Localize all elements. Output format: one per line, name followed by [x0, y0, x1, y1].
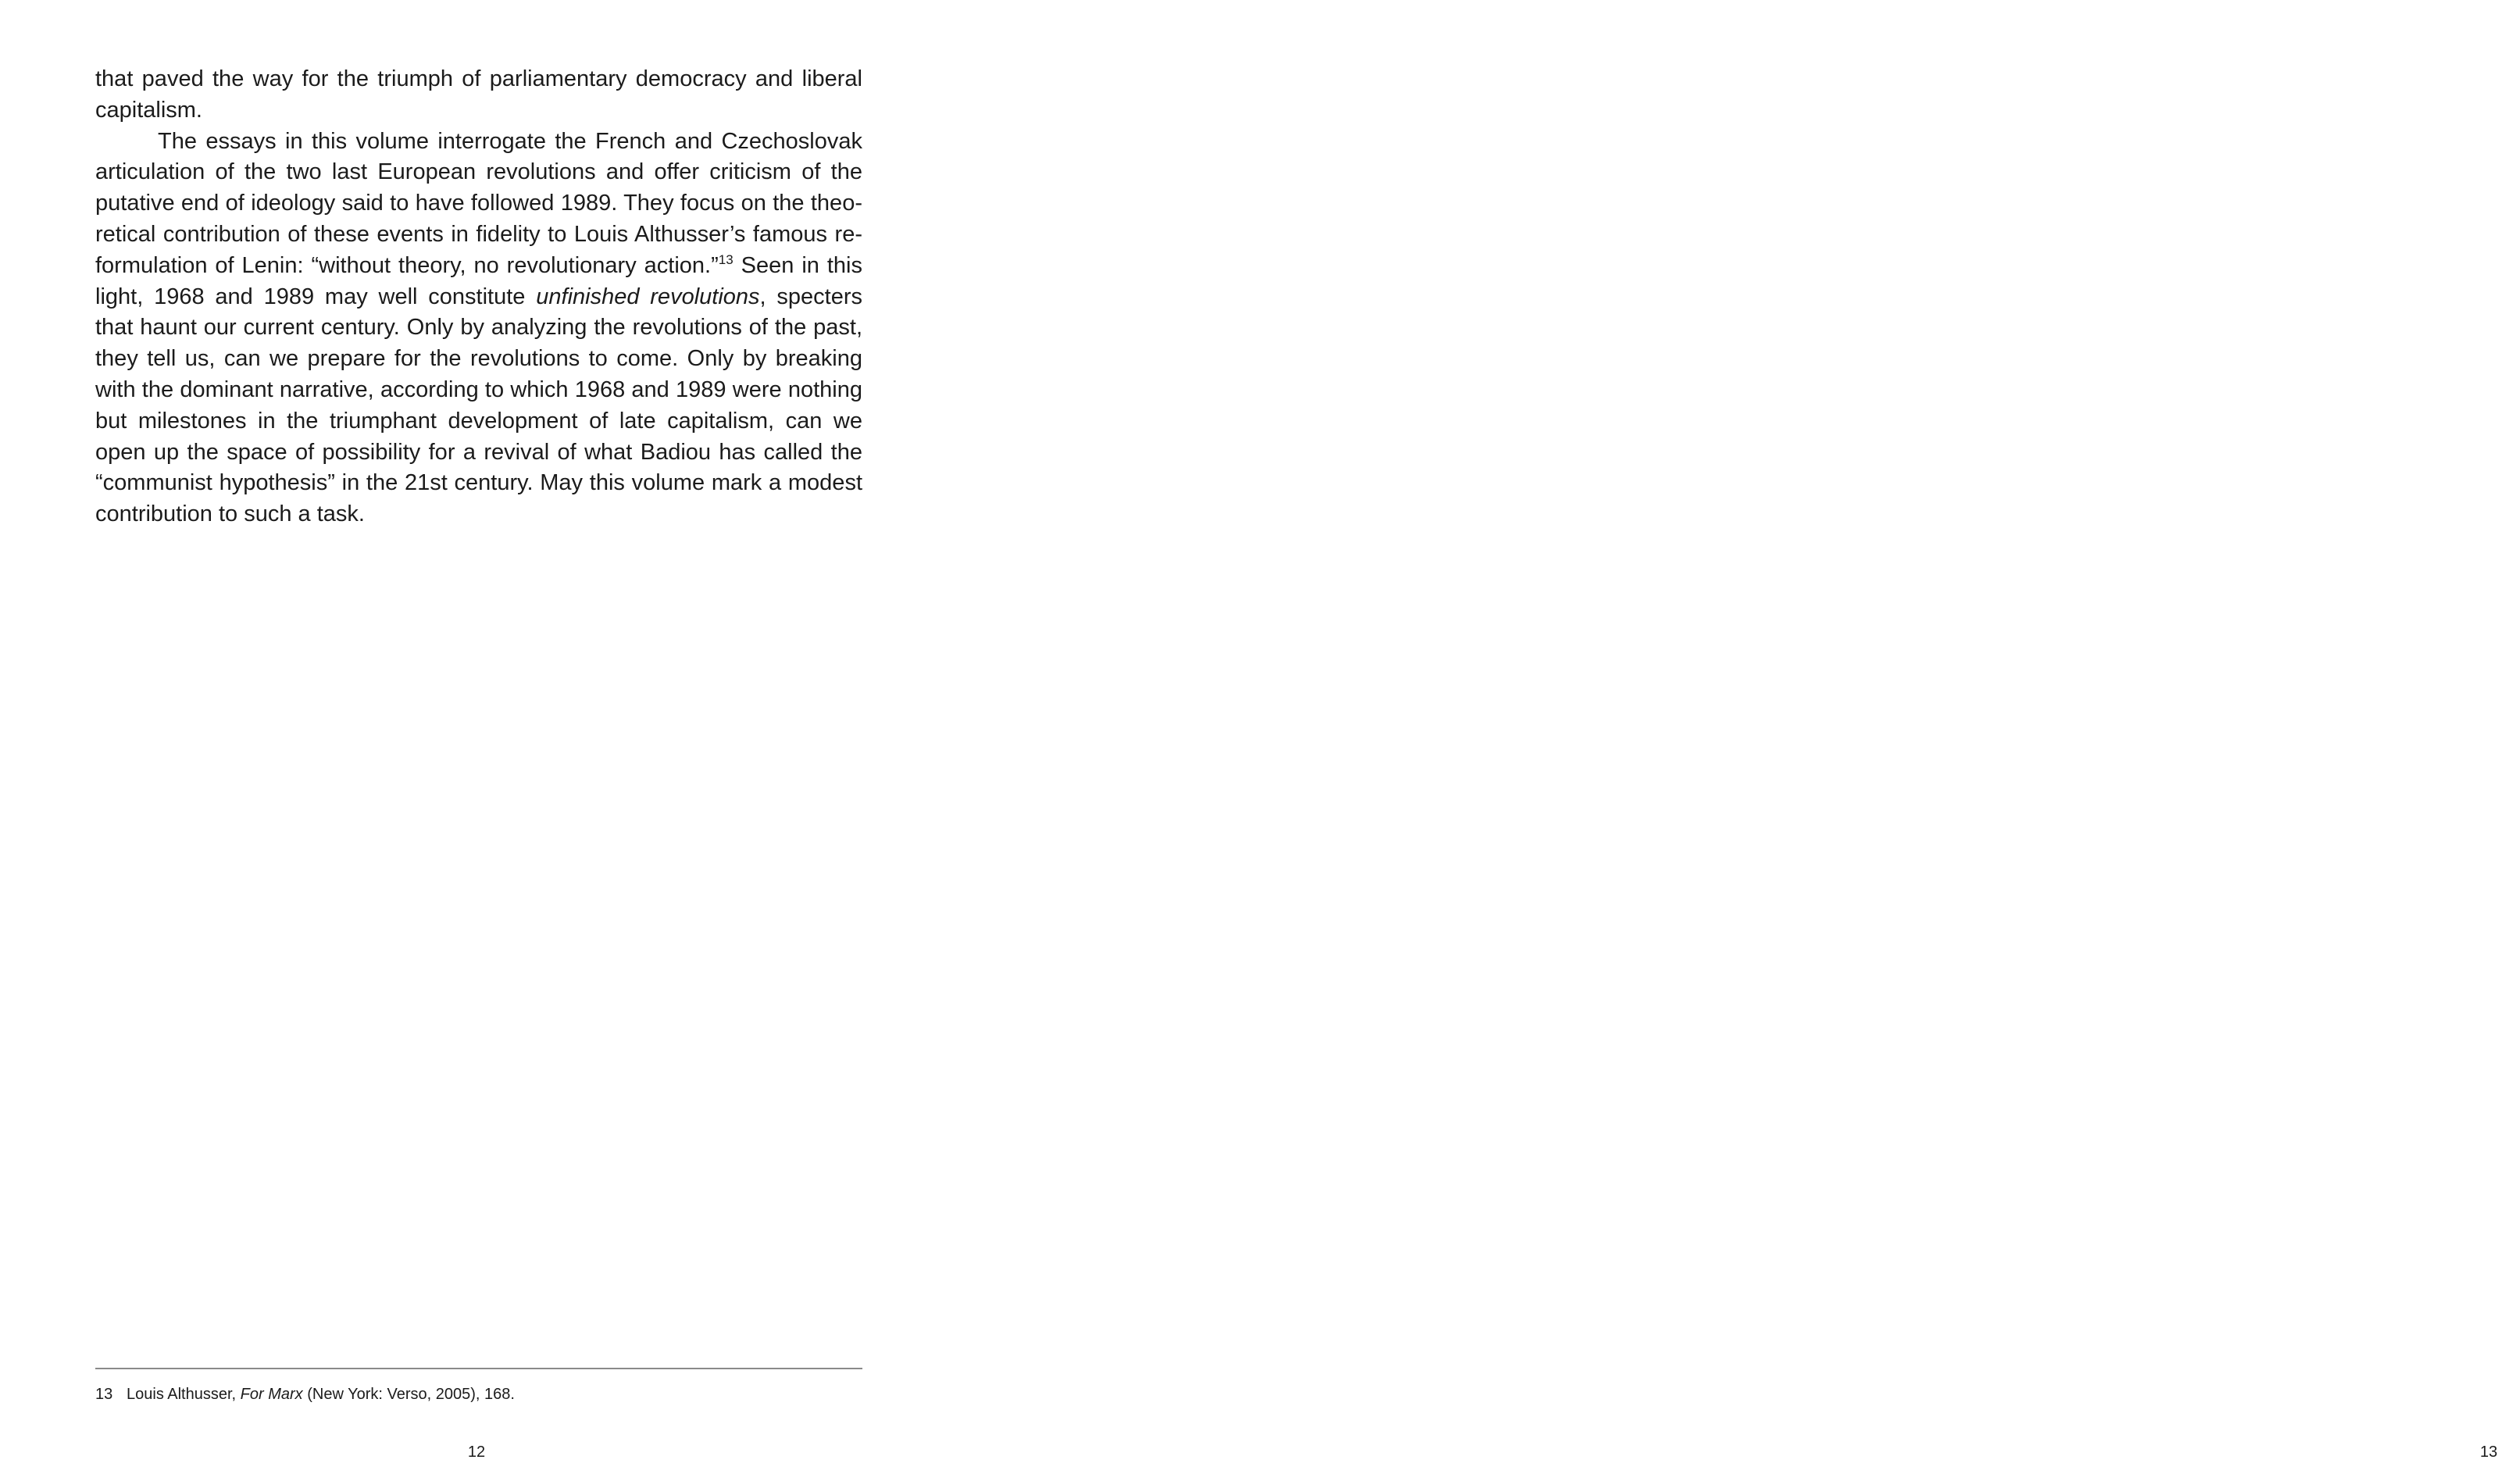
- paragraph-1-text: that paved the way for the triumph of parliamentary democracy and liberal capitalism.: [95, 66, 862, 123]
- footnote-number: 13: [95, 1386, 113, 1403]
- paragraph-2: [95, 127, 862, 530]
- footnote-title: For Marx: [240, 1386, 303, 1403]
- paragraph-2-after-ref: Seen in this light, 1968 and 1989 may well constitute: [95, 252, 862, 309]
- page-number-left: 12: [467, 1444, 486, 1461]
- footnote: [95, 1384, 862, 1404]
- page-number-right: 13: [2479, 1444, 2498, 1461]
- paragraph-2-before-ref: The essays in this volume interrogate the French and Czechoslovak articulation of the two last European revolutions and offer criticism of the putative end of ideology said to have followed 1989. They focus on the theoretical contribution of these events in fidelity to Louis Althusser’s famous reformulation of Lenin: “without theory, no revolutionary action.”: [95, 128, 862, 278]
- footnote-divider: [95, 1368, 862, 1369]
- footnote-details: (New York: Verso, 2005), 168.: [302, 1386, 515, 1403]
- left-page: [0, 0, 1087, 1481]
- footnote-reference[interactable]: 13: [718, 252, 734, 267]
- footnote-author: Louis Althusser,: [127, 1386, 241, 1403]
- emphasis-unfinished-revolutions: unfinished revolutions: [536, 284, 760, 309]
- paragraph-2-closing: , specters that haunt our current century. Only by analyzing the revolutions of the past, they tell us, can we prepare for the revolutions to come. Only by breaking with the dominant narrative, according to which 1968 and 1989 were nothing but milestones in the triumphant development of late capitalism, can we open up the space of possibility for a revival of what Badiou has called the “communist hypothesis” in the 21st century. May this volume mark a modest contribution to such a task.: [95, 284, 863, 527]
- body-text: [95, 64, 862, 530]
- right-page: [1087, 0, 2498, 1481]
- paragraph-1: [95, 64, 862, 127]
